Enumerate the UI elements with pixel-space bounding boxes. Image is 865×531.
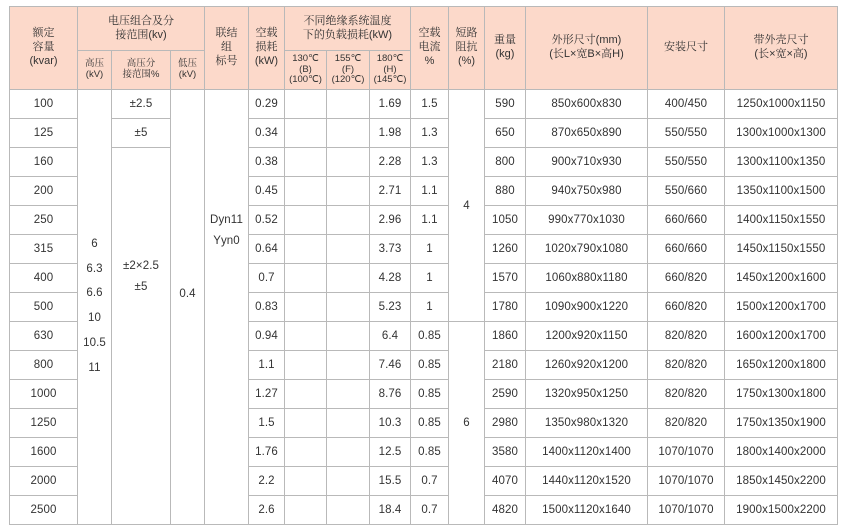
- cell-load-loss-h: 18.4: [370, 496, 411, 525]
- cell-mounting: 660/660: [648, 235, 725, 264]
- cell-weight: 3580: [485, 438, 526, 467]
- cell-load-loss-b: [285, 351, 327, 380]
- cell-dimensions: 1350x980x1320: [526, 409, 648, 438]
- cell-no-load-loss: 1.5: [249, 409, 285, 438]
- cell-load-loss-b: [285, 438, 327, 467]
- cell-no-load-loss: 0.94: [249, 322, 285, 351]
- cell-enclosure: 1300x1100x1350: [725, 148, 838, 177]
- cell-no-load-current: 0.85: [411, 322, 449, 351]
- cell-mounting: 1070/1070: [648, 438, 725, 467]
- cell-capacity: 2500: [10, 496, 78, 525]
- cell-hv-tap: ±5: [112, 119, 171, 148]
- cell-load-loss-f: [327, 496, 370, 525]
- cell-enclosure: 1300x1000x1300: [725, 119, 838, 148]
- cell-capacity: 1000: [10, 380, 78, 409]
- table-row: [10, 119, 838, 148]
- table-row: [10, 148, 838, 177]
- cell-load-loss-f: [327, 351, 370, 380]
- cell-capacity: 2000: [10, 467, 78, 496]
- cell-mounting: 400/450: [648, 90, 725, 119]
- header-capacity: 额定 容量 (kvar): [10, 7, 78, 90]
- cell-load-loss-f: [327, 380, 370, 409]
- cell-weight: 880: [485, 177, 526, 206]
- cell-capacity: 100: [10, 90, 78, 119]
- cell-enclosure: 1350x1100x1500: [725, 177, 838, 206]
- cell-dimensions: 850x600x830: [526, 90, 648, 119]
- cell-load-loss-f: [327, 177, 370, 206]
- cell-enclosure: 1450x1200x1600: [725, 264, 838, 293]
- header-vector-group: 联结 组 标号: [205, 7, 249, 90]
- cell-no-load-loss: 1.27: [249, 380, 285, 409]
- cell-load-loss-h: 4.28: [370, 264, 411, 293]
- cell-enclosure: 1600x1200x1700: [725, 322, 838, 351]
- cell-dimensions: 1440x1120x1520: [526, 467, 648, 496]
- cell-load-loss-h: 10.3: [370, 409, 411, 438]
- cell-weight: 1780: [485, 293, 526, 322]
- cell-dimensions: 1200x920x1150: [526, 322, 648, 351]
- cell-hv-tap-range: ±2×2.5 ±5: [112, 148, 171, 525]
- spec-table-container: [9, 6, 838, 525]
- cell-load-loss-f: [327, 90, 370, 119]
- header-voltage-group: 电压组合及分 接范围(kv): [78, 7, 205, 51]
- cell-no-load-current: 1.3: [411, 148, 449, 177]
- cell-dimensions: 1060x880x1180: [526, 264, 648, 293]
- cell-impedance-lower: 6: [449, 322, 485, 525]
- header-hv: 高压 (kV): [78, 51, 112, 90]
- cell-load-loss-b: [285, 119, 327, 148]
- cell-load-loss-f: [327, 235, 370, 264]
- cell-no-load-loss: 0.38: [249, 148, 285, 177]
- header-lv: 低压 (kV): [171, 51, 205, 90]
- cell-no-load-loss: 0.45: [249, 177, 285, 206]
- cell-enclosure: 1850x1450x2200: [725, 467, 838, 496]
- cell-load-loss-b: [285, 409, 327, 438]
- cell-load-loss-b: [285, 467, 327, 496]
- cell-load-loss-h: 1.69: [370, 90, 411, 119]
- cell-load-loss-h: 15.5: [370, 467, 411, 496]
- cell-capacity: 400: [10, 264, 78, 293]
- cell-mounting: 550/550: [648, 148, 725, 177]
- cell-load-loss-f: [327, 264, 370, 293]
- header-dimensions: 外形尺寸(mm) (长L×宽B×高H): [526, 7, 648, 90]
- cell-no-load-current: 1.1: [411, 206, 449, 235]
- header-load-loss-h: 180℃ (H) (145℃): [370, 51, 411, 90]
- cell-enclosure: 1650x1200x1800: [725, 351, 838, 380]
- cell-no-load-loss: 0.83: [249, 293, 285, 322]
- cell-weight: 1260: [485, 235, 526, 264]
- cell-enclosure: 1400x1150x1550: [725, 206, 838, 235]
- cell-mounting: 820/820: [648, 322, 725, 351]
- header-no-load-loss: 空载 损耗 (kW): [249, 7, 285, 90]
- cell-weight: 1050: [485, 206, 526, 235]
- cell-dimensions: 1500x1120x1640: [526, 496, 648, 525]
- header-no-load-current: 空载 电流 %: [411, 7, 449, 90]
- cell-lv-value: 0.4: [171, 90, 205, 525]
- cell-weight: 590: [485, 90, 526, 119]
- cell-weight: 800: [485, 148, 526, 177]
- cell-enclosure: 1450x1150x1550: [725, 235, 838, 264]
- cell-no-load-current: 0.85: [411, 438, 449, 467]
- cell-load-loss-b: [285, 293, 327, 322]
- transformer-spec-table: [9, 6, 838, 525]
- cell-no-load-current: 1: [411, 293, 449, 322]
- cell-no-load-current: 1.3: [411, 119, 449, 148]
- cell-dimensions: 1400x1120x1400: [526, 438, 648, 467]
- cell-no-load-loss: 0.52: [249, 206, 285, 235]
- cell-vector-group: Dyn11 Yyn0: [205, 90, 249, 525]
- cell-enclosure: 1500x1200x1700: [725, 293, 838, 322]
- cell-capacity: 800: [10, 351, 78, 380]
- cell-no-load-current: 0.7: [411, 496, 449, 525]
- cell-load-loss-h: 5.23: [370, 293, 411, 322]
- cell-mounting: 820/820: [648, 351, 725, 380]
- cell-load-loss-f: [327, 438, 370, 467]
- header-enclosure: 带外壳尺寸 (长×宽×高): [725, 7, 838, 90]
- cell-load-loss-b: [285, 177, 327, 206]
- cell-dimensions: 900x710x930: [526, 148, 648, 177]
- cell-load-loss-h: 3.73: [370, 235, 411, 264]
- cell-dimensions: 990x770x1030: [526, 206, 648, 235]
- cell-weight: 4820: [485, 496, 526, 525]
- cell-no-load-current: 1.5: [411, 90, 449, 119]
- cell-capacity: 630: [10, 322, 78, 351]
- cell-no-load-loss: 0.29: [249, 90, 285, 119]
- cell-capacity: 1600: [10, 438, 78, 467]
- cell-no-load-current: 0.7: [411, 467, 449, 496]
- cell-dimensions: 1320x950x1250: [526, 380, 648, 409]
- cell-enclosure: 1750x1350x1900: [725, 409, 838, 438]
- cell-load-loss-h: 2.96: [370, 206, 411, 235]
- header-load-loss-b: 130℃ (B) (100℃): [285, 51, 327, 90]
- cell-capacity: 1250: [10, 409, 78, 438]
- cell-weight: 650: [485, 119, 526, 148]
- cell-capacity: 200: [10, 177, 78, 206]
- cell-load-loss-h: 8.76: [370, 380, 411, 409]
- cell-load-loss-f: [327, 148, 370, 177]
- cell-load-loss-f: [327, 293, 370, 322]
- cell-no-load-current: 1: [411, 264, 449, 293]
- cell-load-loss-b: [285, 235, 327, 264]
- cell-load-loss-f: [327, 409, 370, 438]
- cell-weight: 2180: [485, 351, 526, 380]
- cell-no-load-current: 0.85: [411, 351, 449, 380]
- cell-no-load-loss: 0.34: [249, 119, 285, 148]
- cell-no-load-current: 1: [411, 235, 449, 264]
- cell-mounting: 660/820: [648, 293, 725, 322]
- cell-mounting: 820/820: [648, 409, 725, 438]
- cell-capacity: 250: [10, 206, 78, 235]
- cell-mounting: 1070/1070: [648, 467, 725, 496]
- cell-mounting: 820/820: [648, 380, 725, 409]
- cell-weight: 1570: [485, 264, 526, 293]
- cell-hv-tap: ±2.5: [112, 90, 171, 119]
- cell-load-loss-h: 7.46: [370, 351, 411, 380]
- header-weight: 重量 (kg): [485, 7, 526, 90]
- cell-load-loss-h: 1.98: [370, 119, 411, 148]
- cell-no-load-loss: 2.6: [249, 496, 285, 525]
- cell-load-loss-h: 2.28: [370, 148, 411, 177]
- cell-weight: 2590: [485, 380, 526, 409]
- cell-weight: 1860: [485, 322, 526, 351]
- cell-enclosure: 1750x1300x1800: [725, 380, 838, 409]
- cell-enclosure: 1900x1500x2200: [725, 496, 838, 525]
- cell-load-loss-f: [327, 467, 370, 496]
- table-header: [10, 7, 838, 90]
- cell-capacity: 500: [10, 293, 78, 322]
- cell-no-load-current: 0.85: [411, 409, 449, 438]
- cell-no-load-loss: 1.76: [249, 438, 285, 467]
- cell-load-loss-b: [285, 380, 327, 409]
- cell-no-load-current: 0.85: [411, 380, 449, 409]
- cell-load-loss-b: [285, 148, 327, 177]
- header-impedance: 短路 阻抗 (%): [449, 7, 485, 90]
- cell-mounting: 660/660: [648, 206, 725, 235]
- cell-impedance-upper: 4: [449, 90, 485, 322]
- cell-hv-values: 6 6.3 6.6 10 10.5 11: [78, 90, 112, 525]
- cell-capacity: 160: [10, 148, 78, 177]
- cell-load-loss-b: [285, 496, 327, 525]
- header-load-loss-group: 不同绝缘系统温度 下的负载损耗(kW): [285, 7, 411, 51]
- cell-load-loss-b: [285, 264, 327, 293]
- cell-mounting: 550/550: [648, 119, 725, 148]
- cell-capacity: 315: [10, 235, 78, 264]
- cell-load-loss-h: 12.5: [370, 438, 411, 467]
- cell-load-loss-b: [285, 206, 327, 235]
- cell-load-loss-f: [327, 119, 370, 148]
- header-load-loss-f: 155℃ (F) (120℃): [327, 51, 370, 90]
- cell-mounting: 660/820: [648, 264, 725, 293]
- cell-mounting: 550/660: [648, 177, 725, 206]
- cell-mounting: 1070/1070: [648, 496, 725, 525]
- cell-weight: 4070: [485, 467, 526, 496]
- cell-dimensions: 940x750x980: [526, 177, 648, 206]
- cell-dimensions: 1090x900x1220: [526, 293, 648, 322]
- cell-dimensions: 1020x790x1080: [526, 235, 648, 264]
- cell-load-loss-f: [327, 322, 370, 351]
- cell-load-loss-b: [285, 322, 327, 351]
- header-hv-tap: 高压分 接范围%: [112, 51, 171, 90]
- header-mounting: 安装尺寸: [648, 7, 725, 90]
- cell-no-load-loss: 1.1: [249, 351, 285, 380]
- table-body: [10, 90, 838, 525]
- cell-weight: 2980: [485, 409, 526, 438]
- cell-enclosure: 1800x1400x2000: [725, 438, 838, 467]
- cell-no-load-loss: 0.64: [249, 235, 285, 264]
- cell-no-load-current: 1.1: [411, 177, 449, 206]
- cell-dimensions: 1260x920x1200: [526, 351, 648, 380]
- cell-enclosure: 1250x1000x1150: [725, 90, 838, 119]
- table-row: [10, 90, 838, 119]
- cell-load-loss-h: 2.71: [370, 177, 411, 206]
- cell-load-loss-h: 6.4: [370, 322, 411, 351]
- cell-dimensions: 870x650x890: [526, 119, 648, 148]
- cell-load-loss-f: [327, 206, 370, 235]
- cell-no-load-loss: 0.7: [249, 264, 285, 293]
- cell-capacity: 125: [10, 119, 78, 148]
- cell-load-loss-b: [285, 90, 327, 119]
- cell-no-load-loss: 2.2: [249, 467, 285, 496]
